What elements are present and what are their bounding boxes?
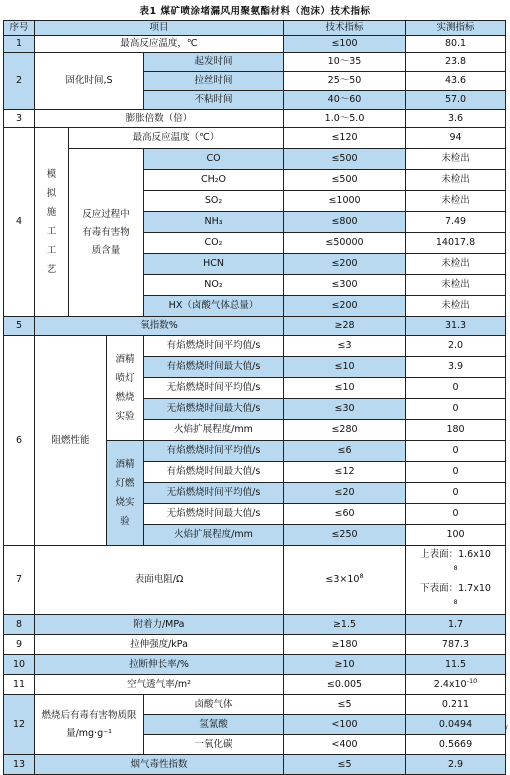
- row-item: 无焰燃烧时间最大值/s: [144, 504, 284, 525]
- table-row: [4, 36, 506, 53]
- row-no: 7: [4, 546, 35, 615]
- row-spec: 1.0～5.0: [284, 110, 406, 128]
- row-spec: ≤60: [284, 504, 406, 525]
- row-measured: 0.5669: [406, 735, 506, 755]
- row-item: 氧指数%: [35, 317, 284, 336]
- spec-exponent: 8: [359, 571, 364, 580]
- row-spec: ≤12: [284, 462, 406, 483]
- row-spec: ≤10: [284, 357, 406, 378]
- row-spec: ≤200: [284, 296, 406, 317]
- row-item: 无焰燃烧时间平均值/s: [144, 378, 284, 399]
- sub-item: 起发时间: [144, 53, 284, 72]
- row-measured: 23.8: [406, 53, 506, 72]
- row-spec: ≤10: [284, 378, 406, 399]
- row-measured: 80.1: [406, 36, 506, 53]
- row-no: 2: [4, 53, 35, 110]
- group-label: 燃烧后有毒有害物质限量/mg·g⁻¹: [35, 695, 144, 755]
- row-item: 有焰燃烧时间最大值/s: [144, 462, 284, 483]
- row-item: 无焰燃烧时间最大值/s: [144, 399, 284, 420]
- row-measured: 0.211: [406, 695, 506, 715]
- row-spec: ≤250: [284, 525, 406, 546]
- measured-exponent: -10: [466, 676, 478, 685]
- row-no: 13: [4, 755, 35, 775]
- row-item: 有焰燃烧时间平均值/s: [144, 441, 284, 462]
- row-item: 一氧化碳: [144, 735, 284, 755]
- test-label: 酒精喷灯燃烧实验: [107, 336, 144, 441]
- row-measured: [406, 546, 506, 615]
- table-row: [4, 635, 506, 655]
- row-measured: 0: [406, 441, 506, 462]
- row-spec: ≤20: [284, 483, 406, 504]
- row-measured: 43.6: [406, 72, 506, 91]
- row-spec: ≤1000: [284, 191, 406, 212]
- spec-table: [3, 20, 506, 775]
- row-measured: 0: [406, 462, 506, 483]
- row-measured: 0: [406, 378, 506, 399]
- row-measured: 未检出: [406, 296, 506, 317]
- row-measured: 0: [406, 483, 506, 504]
- row-no: 4: [4, 128, 35, 317]
- row-measured: 0: [406, 504, 506, 525]
- row-item: 空气透气率/m²: [35, 675, 284, 695]
- row-item: 最高反应温度（℃）: [69, 128, 284, 149]
- row-no: 3: [4, 110, 35, 128]
- row-spec: <100: [284, 715, 406, 735]
- table-row: [4, 110, 506, 128]
- row-spec: ≤280: [284, 420, 406, 441]
- table-row: [4, 317, 506, 336]
- row-spec: ≤3: [284, 336, 406, 357]
- row-spec: ≤50000: [284, 233, 406, 254]
- row-spec: ≤100: [284, 36, 406, 53]
- table-caption: 表1 煤矿喷涂堵漏风用聚氨酯材料（泡沫）技术指标: [139, 6, 371, 17]
- row-spec: ≤6: [284, 441, 406, 462]
- measured-base: 2.4x10: [433, 678, 467, 690]
- header-row: [4, 21, 506, 36]
- row-spec: [284, 546, 406, 615]
- row-measured: 未检出: [406, 170, 506, 191]
- row-spec: ≤30: [284, 399, 406, 420]
- row-item: 火焰扩展程度/mm: [144, 420, 284, 441]
- row-measured: 787.3: [406, 635, 506, 655]
- row-item: 火焰扩展程度/mm: [144, 525, 284, 546]
- row-measured: 3.6: [406, 110, 506, 128]
- row-spec: ≤500: [284, 170, 406, 191]
- row-measured: 3.9: [406, 357, 506, 378]
- row-measured: 未检出: [406, 191, 506, 212]
- table-row: [4, 546, 506, 615]
- row-measured: 1.7: [406, 615, 506, 635]
- gas-name: HX（卤酸气体总量）: [144, 296, 284, 317]
- header-measured: 实测指标: [406, 21, 506, 36]
- table-row: [4, 615, 506, 635]
- row-no: 12: [4, 695, 35, 755]
- row-no: 6: [4, 336, 35, 546]
- row-spec: 25～50: [284, 72, 406, 91]
- row-spec: ≤300: [284, 275, 406, 296]
- gas-name: CO: [144, 149, 284, 170]
- row-item: 拉伸强度/kPa: [35, 635, 284, 655]
- header-spec: 技术指标: [284, 21, 406, 36]
- row-spec: ≤5: [284, 755, 406, 775]
- gas-name: CO₂: [144, 233, 284, 254]
- row-no: 5: [4, 317, 35, 336]
- row-spec: <400: [284, 735, 406, 755]
- row-measured: 57.0: [406, 91, 506, 110]
- row-spec: ≤5: [284, 695, 406, 715]
- row-item: 拉断伸长率/%: [35, 655, 284, 675]
- row-no: 9: [4, 635, 35, 655]
- sub-item: 不粘时间: [144, 91, 284, 110]
- row-spec: 10～35: [284, 53, 406, 72]
- gas-name: SO₂: [144, 191, 284, 212]
- row-spec: ≥1.5: [284, 615, 406, 635]
- table-row: [4, 755, 506, 775]
- row-spec: ≤0.005: [284, 675, 406, 695]
- test-label: 酒精灯燃烧实验: [107, 441, 144, 546]
- row-item: 表面电阻/Ω: [35, 546, 284, 615]
- toxic-label: 反应过程中有毒有害物质含量: [69, 149, 144, 317]
- sub-item: 拉丝时间: [144, 72, 284, 91]
- gas-name: HCN: [144, 254, 284, 275]
- row-item: 附着力/MPa: [35, 615, 284, 635]
- table-row: [4, 695, 506, 715]
- group-label: 阻燃性能: [35, 336, 107, 546]
- table-row: [4, 128, 506, 149]
- row-no: 1: [4, 36, 35, 53]
- row-measured: 100: [406, 525, 506, 546]
- row-measured: 31.3: [406, 317, 506, 336]
- spec-base: ≤3×10: [325, 574, 360, 585]
- row-measured: 180: [406, 420, 506, 441]
- row-measured: 2.9: [406, 755, 506, 775]
- row-spec: ≤120: [284, 128, 406, 149]
- row-spec: 40～60: [284, 91, 406, 110]
- row-spec: ≤200: [284, 254, 406, 275]
- group-label: 模拟施工工艺: [35, 128, 69, 317]
- row-no: 11: [4, 675, 35, 695]
- header-item: 项目: [35, 21, 284, 36]
- row-measured: 11.5: [406, 655, 506, 675]
- row-measured: 未检出: [406, 275, 506, 296]
- gas-name: CH₂O: [144, 170, 284, 191]
- table-row: [4, 53, 506, 72]
- row-item: 氢氰酸: [144, 715, 284, 735]
- row-measured: 未检出: [406, 149, 506, 170]
- row-item: 烟气毒性指数: [35, 755, 284, 775]
- row-measured: [406, 675, 506, 695]
- row-measured: 7.49: [406, 212, 506, 233]
- table-row: [4, 655, 506, 675]
- row-measured: 2.0: [406, 336, 506, 357]
- row-spec: ≤500: [284, 149, 406, 170]
- table-row: [4, 336, 506, 357]
- row-item: 最高反应温度，℃: [35, 36, 284, 53]
- row-measured: 94: [406, 128, 506, 149]
- row-spec: ≥180: [284, 635, 406, 655]
- row-no: 8: [4, 615, 35, 635]
- row-spec: ≥10: [284, 655, 406, 675]
- table-row: [4, 675, 506, 695]
- gas-name: NO₂: [144, 275, 284, 296]
- row-item: 卤酸气体: [144, 695, 284, 715]
- gas-name: NH₃: [144, 212, 284, 233]
- row-item: 固化时间,S: [35, 53, 144, 110]
- row-no: 10: [4, 655, 35, 675]
- row-measured: 未检出: [406, 254, 506, 275]
- row-spec: ≥28: [284, 317, 406, 336]
- row-item: 有焰燃烧时间平均值/s: [144, 336, 284, 357]
- row-item: 有焰燃烧时间最大值/s: [144, 357, 284, 378]
- row-measured: 14017.8: [406, 233, 506, 254]
- row-measured: 0.0494: [406, 715, 506, 735]
- row-item: 膨胀倍数（倍）: [35, 110, 284, 128]
- row-spec: ≤800: [284, 212, 406, 233]
- row-measured: 0: [406, 399, 506, 420]
- page-mark: /: [505, 724, 508, 733]
- table-row: [4, 149, 506, 170]
- header-no: 序号: [4, 21, 35, 36]
- lower-surface-value: 下表面：1.7x10 $^8$: [420, 583, 491, 606]
- upper-surface-value: 上表面：1.6x10 $^8$: [420, 549, 491, 572]
- row-item: 无焰燃烧时间平均值/s: [144, 483, 284, 504]
